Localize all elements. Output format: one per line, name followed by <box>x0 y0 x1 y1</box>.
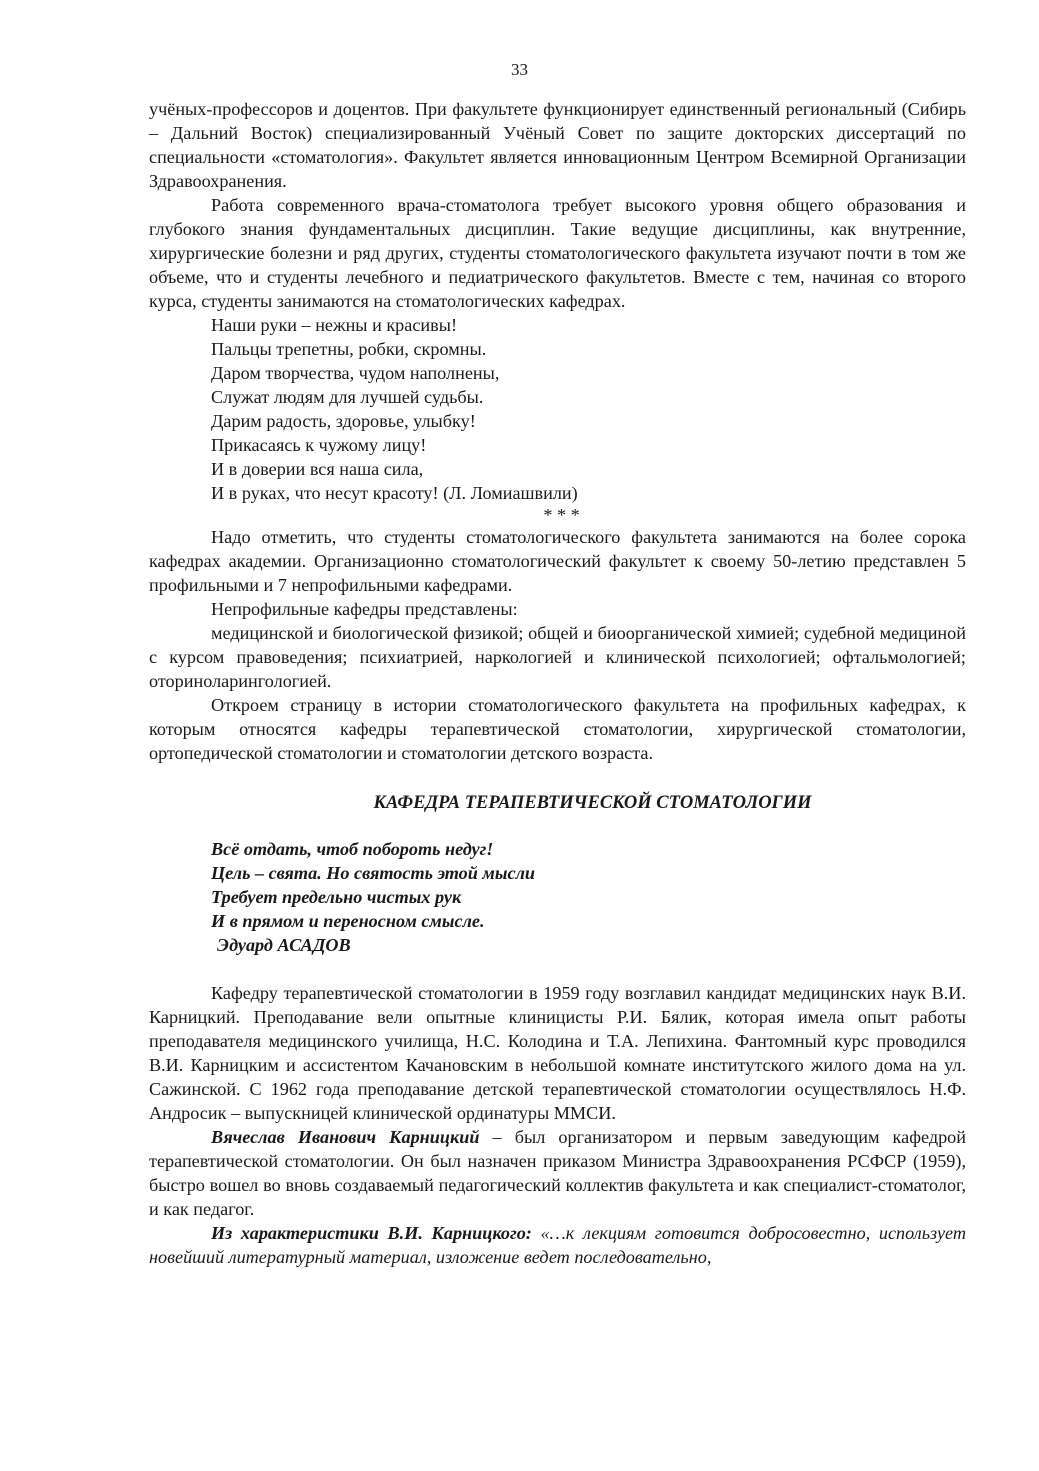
page-body <box>149 97 966 1269</box>
epigraph <box>211 837 966 957</box>
epigraph-line: Всё отдать, чтоб побороть недуг! <box>211 839 494 859</box>
spacer <box>149 957 966 981</box>
paragraph-profile-departments: Откроем страницу в истории стоматологического факультета на профильных кафедрах, к которым относятся кафедры терапевтической стоматологии, хирургической стоматологии, ортопедической стоматологии и стоматологии детского возраста. <box>149 695 966 763</box>
paragraph-characteristic <box>149 1221 966 1269</box>
epigraph-line: Цель – свята. Но святость этой мысли <box>211 863 536 883</box>
paragraph-department-history: Кафедру терапевтической стоматологии в 1959 году возглавил кандидат медицинских наук В.И. Карницкий. Преподавание вели опытные клиницисты Р.И. Бялик, которая имела опыт работы преподавателя медицинского училища, Н.С. Колодина и Т.А. Лепихина. Фантомный курс проводился В.И. Карницким и ассистентом Качановским в небольшой комнате институтского жилого дома на ул. Сажинской. С 1962 года преподавание детской терапевтической стоматологии осуществлялось Н.Ф. Андросик – выпускницей клинической ординатуры ММСИ. <box>149 983 966 1123</box>
paragraph-nonprofile-list: медицинской и биологической физикой; общей и биоорганической химией; судебной медициной с курсом правоведения; психиатрией, наркологией и клинической психологией; офтальмологией; оториноларингологией. <box>149 623 966 691</box>
poem-line: И в руках, что несут красоту! (Л. Ломиашвили) <box>211 483 578 503</box>
poem-line: И в доверии вся наша сила, <box>211 459 424 479</box>
poem-line: Дарим радость, здоровье, улыбку! <box>211 411 476 431</box>
epigraph-line: Требует предельно чистых рук <box>211 887 462 907</box>
poem-line: Пальцы трепетны, робки, скромны. <box>211 339 487 359</box>
section-separator: * * * <box>543 505 580 525</box>
poem-line: Прикасаясь к чужому лицу! <box>211 435 427 455</box>
characteristic-quote: «…к лекциям готовится добросовестно, использует новейший литературный материал, изложение ведет последовательно, <box>149 1223 966 1267</box>
epigraph-line: И в прямом и переносном смысле. <box>211 911 485 931</box>
person-name: Вячеслав Иванович Карницкий <box>211 1127 480 1147</box>
poem-line: Наши руки – нежны и красивы! <box>211 315 458 335</box>
paragraph-karnitsky <box>149 1125 966 1221</box>
characteristic-lead: Из характеристики В.И. Карницкого: <box>211 1223 532 1243</box>
paragraph-departments-count: Надо отметить, что студенты стоматологического факультета занимаются на более сорока кафедрах академии. Организационно стоматологический факультет к своему 50-летию представлен 5 профильными и 7 непрофильными кафедрами. <box>149 527 966 595</box>
paragraph-intro-continued: учёных-профессоров и доцентов. При факультете функционирует единственный региональный (Сибирь – Дальний Восток) специализированный Учёный Совет по защите докторских диссертаций по специальности «стоматология». Факультет является инновационным Центром Всемирной Организации Здравоохранения. <box>149 99 966 191</box>
paragraph-text: – был организатором и первым заведующим кафедрой терапевтической стоматологии. Он был назначен приказом Министра Здравоохранения РСФСР (1959), быстро вошел во вновь создаваемый педагогический коллектив факультета и как специалист-стоматолог, и как педагог. <box>149 1127 966 1219</box>
poem-line: Служат людям для лучшей судьбы. <box>211 387 484 407</box>
poem <box>211 313 966 505</box>
page-number: 33 <box>511 60 528 79</box>
poem-line: Даром творчества, чудом наполнены, <box>211 363 500 383</box>
section-heading: КАФЕДРА ТЕРАПЕВТИЧЕСКОЙ СТОМАТОЛОГИИ <box>373 793 812 813</box>
paragraph-nonprofile-intro: Непрофильные кафедры представлены: <box>211 599 518 619</box>
paragraph-dentist-education: Работа современного врача-стоматолога требует высокого уровня общего образования и глубокого знания фундаментальных дисциплин. Такие ведущие дисциплины, как внутренние, хирургические болезни и ряд других, студенты стоматологического факультета изучают почти в том же объеме, что и студенты лечебного и педиатрического факультетов. Вместе с тем, начиная со второго курса, студенты занимаются на стоматологических кафедрах. <box>149 195 966 311</box>
epigraph-author: Эдуард АСАДОВ <box>217 935 351 955</box>
